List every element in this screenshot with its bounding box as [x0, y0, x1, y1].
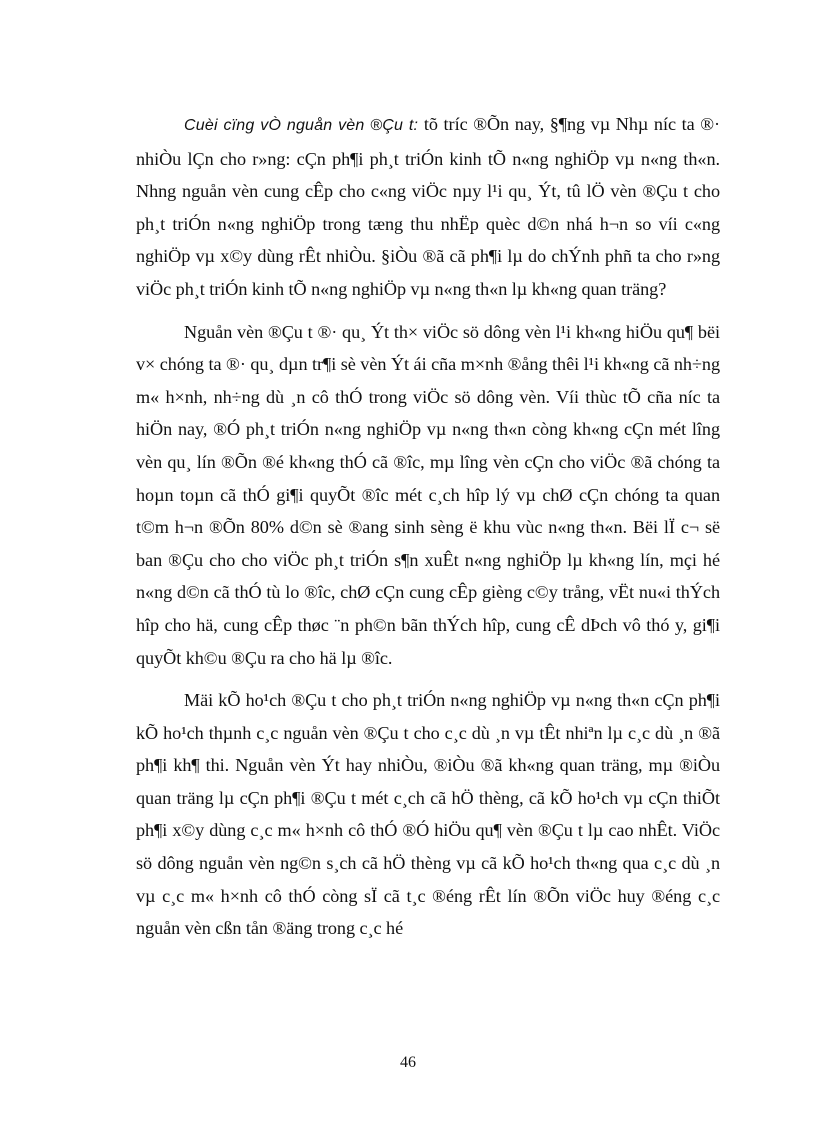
paragraph-text: tõ tríc ®Õn nay, §¶ng vµ Nhµ níc ta ®· nhiÒu lÇn cho r»ng: cÇn ph¶i ph¸t triÓn kinh tÕ n«ng nghiÖp vµ n«ng th«n. Nhng nguån vèn cung cÊp cho c«ng viÖc nµy l¹i qu¸ Ýt, tû lÖ vèn ®Çu t cho ph¸t triÓn n«ng nghiÖp trong tæng thu nhËp quèc d©n nhá h¬n so víi c«ng nghiÖp vµ x©y dùng rÊt nhiÒu. §iÒu ®ã cã ph¶i lµ do chÝnh phñ ta cho r»ng viÖc ph¸t triÓn kinh tÕ n«ng nghiÖp vµ n«ng th«n lµ kh«ng quan träng?	[136, 114, 720, 299]
paragraph-1	[136, 108, 720, 306]
paragraph-3	[136, 684, 720, 945]
document-body	[136, 108, 720, 955]
paragraph-2	[136, 316, 720, 675]
page-number: 46	[400, 1054, 416, 1071]
paragraph-text: Mäi kÕ ho¹ch ®Çu t cho ph¸t triÓn n«ng nghiÖp vµ n«ng th«n cÇn ph¶i kÕ ho¹ch thµnh c¸c nguån vèn ®Çu t cho c¸c dù ¸n vµ tÊt nhiªn lµ c¸c dù ¸n ®ã ph¶i kh¶ thi. Nguån vèn Ýt hay nhiÒu, ®iÒu ®ã kh«ng quan träng, mµ ®iÒu quan träng lµ cÇn ph¶i ®Çu t mét c¸ch cã hÖ thèng, cã kÕ ho¹ch vµ cÇn thiÕt ph¶i x©y dùng c¸c m« h×nh cô thÓ ®Ó hiÖu qu¶ vèn ®Çu t lµ cao nhÊt. ViÖc sö dông nguån vèn ng©n s¸ch cã hÖ thèng vµ cã kÕ ho¹ch th«ng qua c¸c dù ¸n vµ c¸c m« h×nh cô thÓ còng sÏ cã t¸c ®éng rÊt lín ®Õn viÖc huy ®éng c¸c nguån vèn cßn tån ®äng trong c¸c hé	[136, 690, 720, 939]
paragraph-text: Nguån vèn ®Çu t ®· qu¸ Ýt th× viÖc sö dông vèn l¹i kh«ng hiÖu qu¶ bëi v× chóng ta ®· qu¸ dµn tr¶i sè vèn Ýt ái cña m×nh ®ång thêi l¹i kh«ng cã nh÷ng m« h×nh, nh÷ng dù ¸n cô thÓ trong viÖc sö dông vèn. Víi thùc tÕ cña níc ta hiÖn nay, ®Ó ph¸t triÓn n«ng nghiÖp vµ n«ng th«n còng kh«ng cÇn mét lîng vèn qu¸ lín ®Õn ®é kh«ng thÓ cã ®îc, mµ lîng vèn cÇn cho viÖc ®ã chóng ta hoµn toµn cã thÓ gi¶i quyÕt ®îc mét c¸ch hîp lý vµ chØ cÇn chóng ta quan t©m h¬n ®Õn 80% d©n sè ®ang sinh sèng ë khu vùc n«ng th«n. Bëi lÏ c¬ së ban ®Çu cho cho viÖc ph¸t triÓn s¶n xuÊt n«ng nghiÖp lµ kh«ng lín, mçi hé n«ng d©n cã thÓ tù lo ®îc, chØ cÇn cung cÊp gièng c©y trång, vËt nu«i thÝch hîp cho hä, cung cÊp thøc ¨n ph©n bãn thÝch hîp, cung cÊ dÞch vô thó y, gi¶i quyÕt kh©u ®Çu ra cho hä lµ ®îc.	[136, 321, 720, 668]
paragraph-lead-italic: Cuèi cïng vÒ nguån vèn ®Çu t:	[184, 117, 424, 134]
